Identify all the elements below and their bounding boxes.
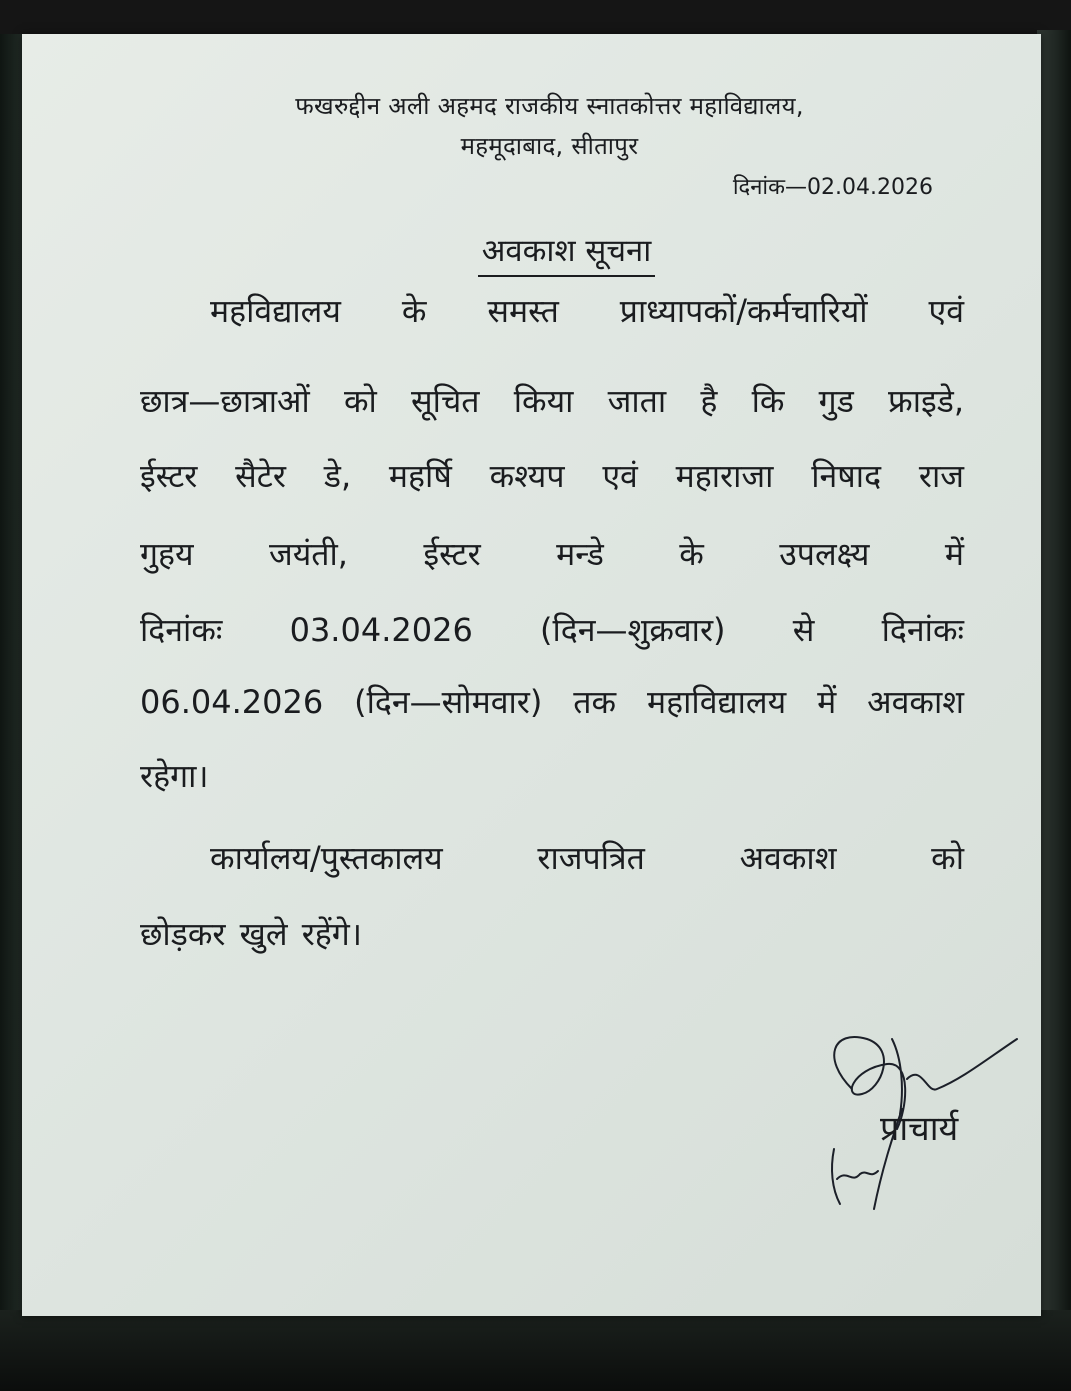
body-line-7: रहेगा।: [140, 757, 209, 795]
body-line-5: दिनांकः 03.04.2026 (दिन—शुक्रवार) से दिनांकः: [140, 611, 964, 649]
background-right-edge: [1037, 30, 1071, 1330]
body-line-1: महविद्यालय के समस्त प्राध्यापकों/कर्मचारियों एवं: [210, 292, 964, 330]
body-line-3: ईस्टर सैटेर डे, महर्षि कश्यप एवं महाराजा निषाद राज: [140, 457, 964, 495]
body-line-6: 06.04.2026 (दिन—सोमवार) तक महाविद्यालय में अवकाश: [140, 683, 964, 721]
college-location: महमूदाबाद, सीतापुर: [460, 132, 639, 160]
college-name: फखरुद्दीन अली अहमद राजकीय स्नातकोत्तर महाविद्यालय,: [295, 92, 804, 120]
notice-date: दिनांक—02.04.2026: [732, 175, 933, 200]
background-bottom: [0, 1310, 1071, 1391]
signatory-title: प्राचार्य: [880, 1109, 959, 1149]
second-para-line-2: छोड़कर खुले रहेंगे।: [140, 915, 362, 953]
body-line-4: गुहय जयंती, ईस्टर मन्डे के उपलक्ष्य में: [140, 535, 964, 573]
body-line-2: छात्र—छात्राओं को सूचित किया जाता है कि गुड फ्राइडे,: [140, 382, 964, 420]
notice-paper: [22, 34, 1041, 1316]
second-para-line-1: कार्यालय/पुस्तकालय राजपत्रित अवकाश को: [210, 839, 964, 877]
notice-title-text: अवकाश सूचना: [478, 229, 656, 277]
notice-title: [22, 229, 1041, 277]
